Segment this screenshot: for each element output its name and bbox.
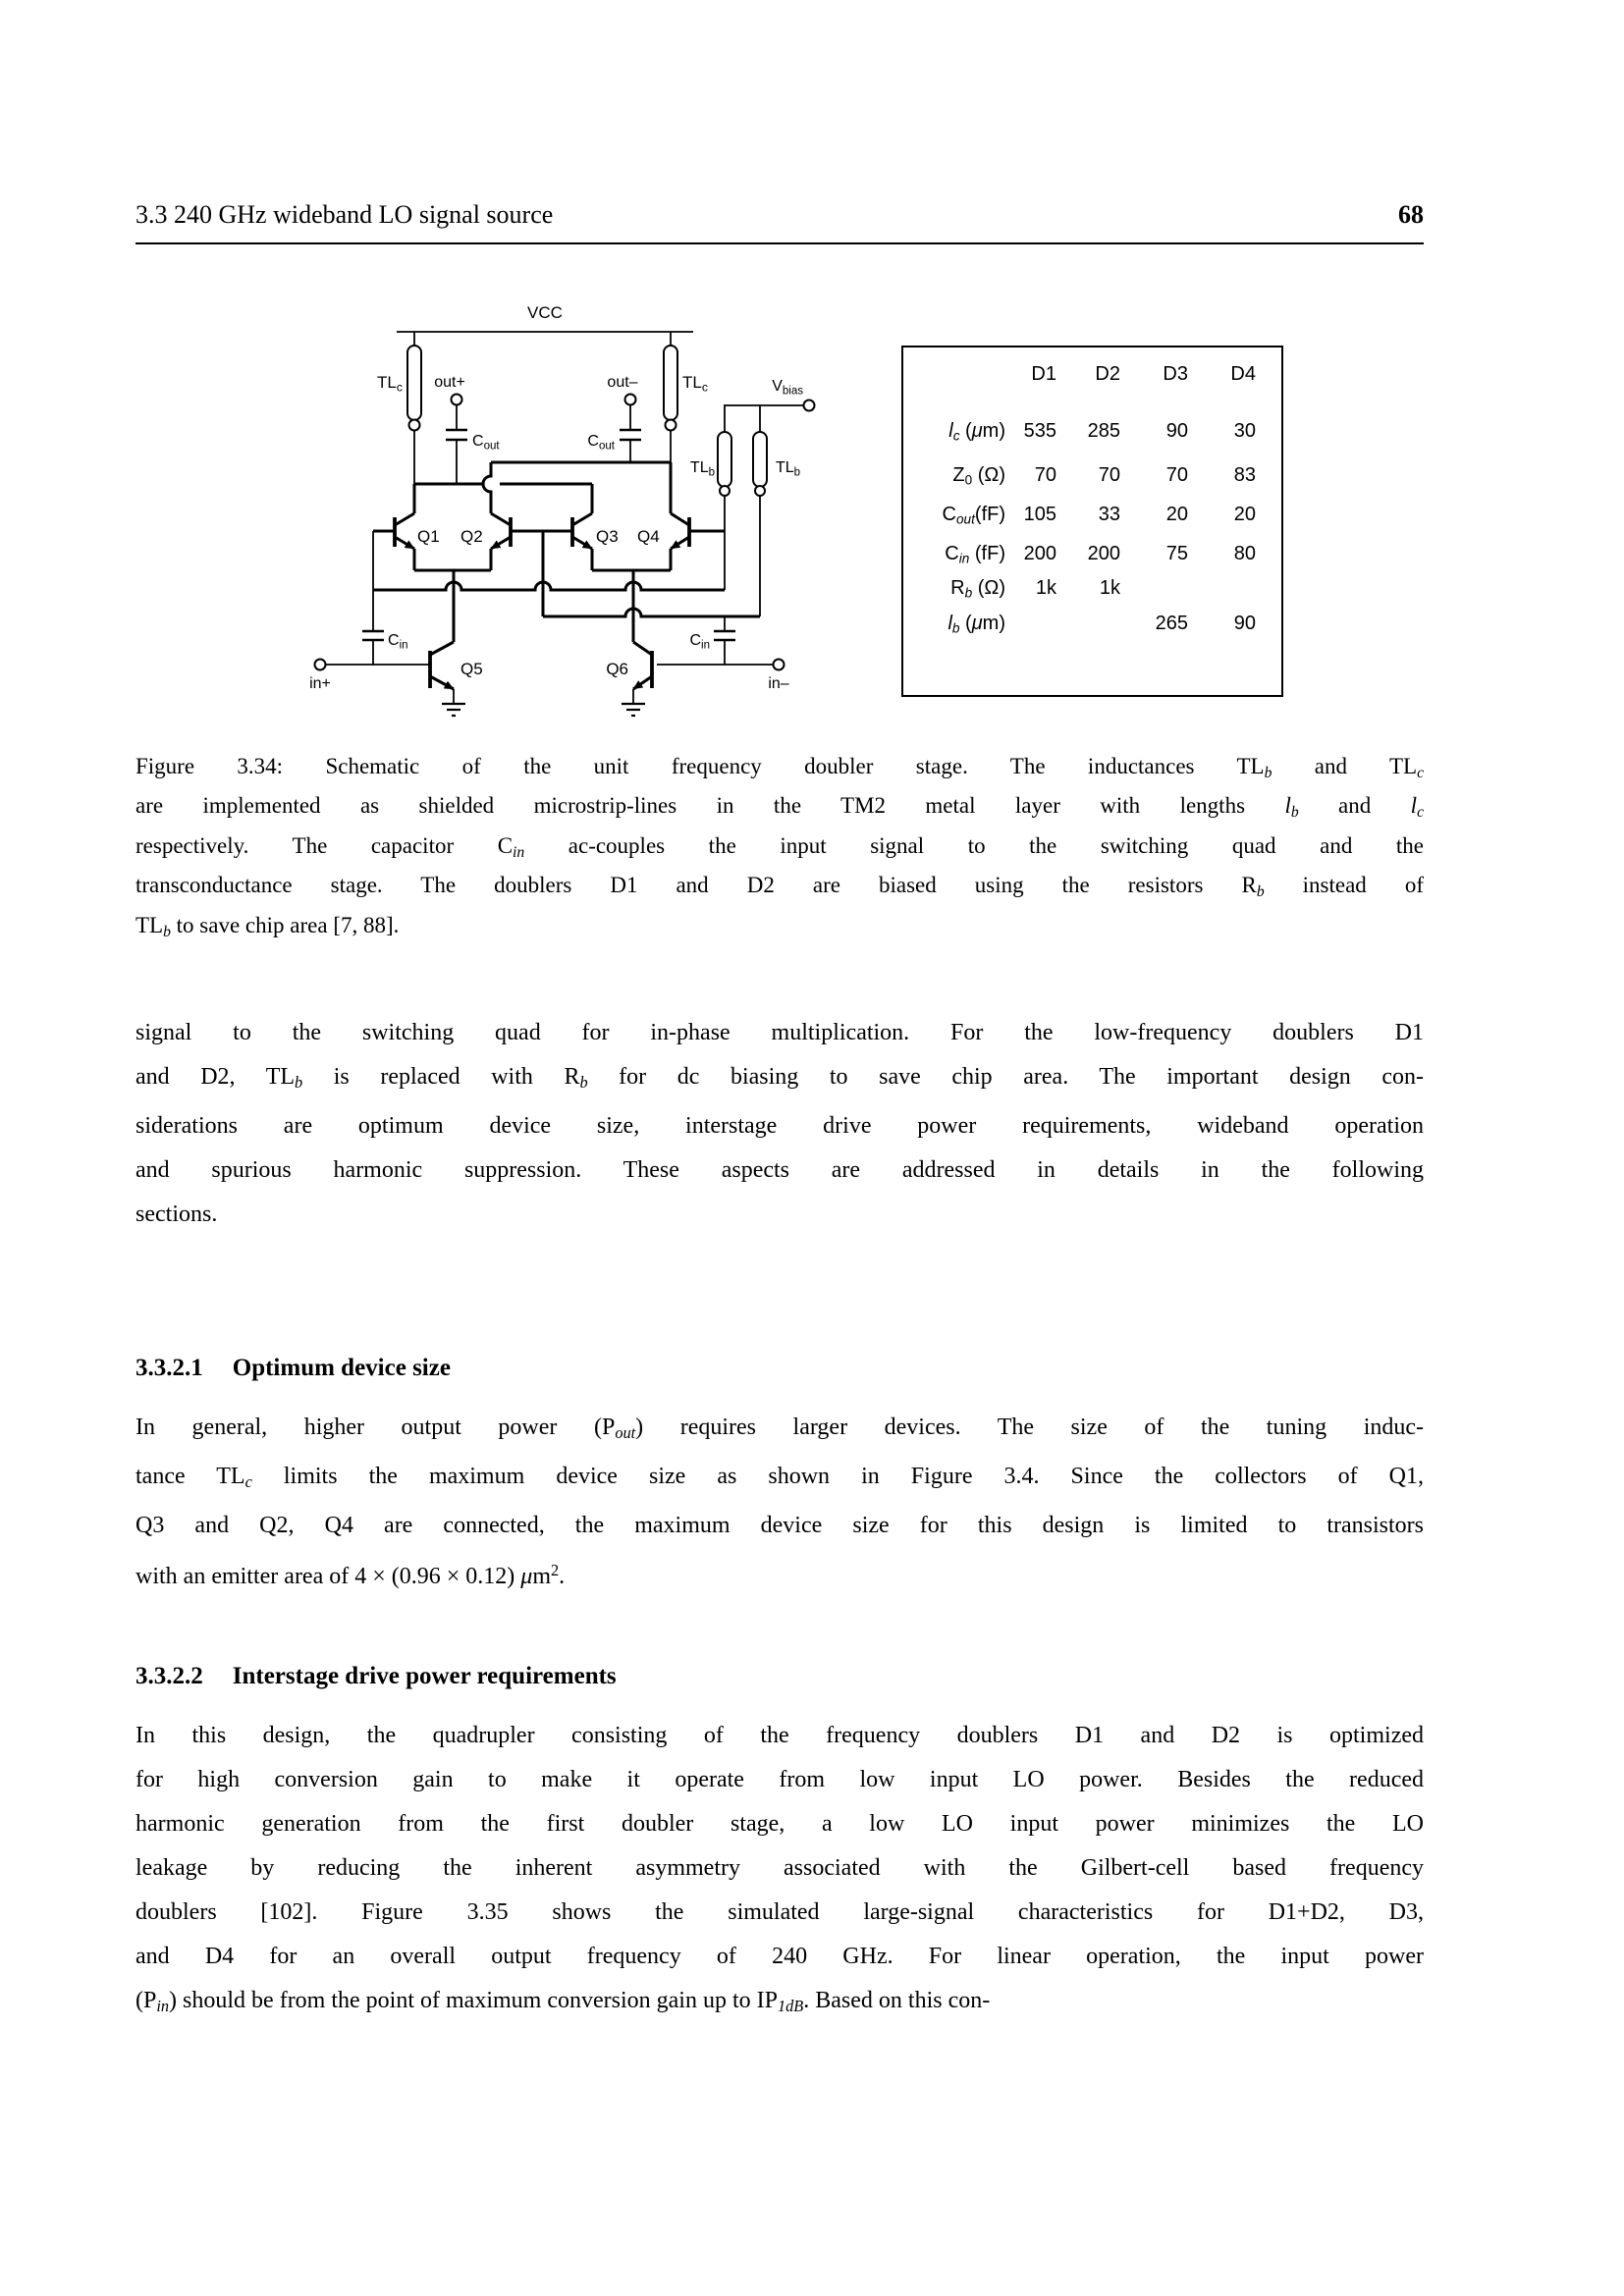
cell: 90 [1165,420,1188,442]
cell: 20 [1233,504,1256,525]
out-plus-label: out+ [434,374,465,391]
ground-symbols [442,704,645,716]
cell: 90 [1233,613,1256,634]
cell [1120,577,1188,605]
col-header-d4: D4 [1230,363,1256,385]
row-label-z0: Z0 (Ω) [952,464,1005,488]
figure-caption: Figure 3.34: Schematic of the unit frequency doubler stage. The inductances TLb and TLc are implemented as shielded microstrip-lines in the TM2 metal layer with lengths lb and lc respectively. The capacitor Cin ac-couples the input signal to the switching quad and the transconductance stage. The doublers D1 and D2 are biased using the resistors Rb instead of TLb to save chip area [7, 88]. [135,754,1424,940]
vcc-label: VCC [527,303,563,322]
page-number: 68 [1398,200,1424,229]
cin-right-label: $C_{in}$ [689,632,710,652]
row-label-cin: Cin (fF) [945,543,1005,566]
parameter-table [901,346,1283,697]
row-label-lb: lb (μm) [947,613,1005,636]
cell: 70 [1034,464,1056,486]
row-label-cout: Cout(fF) [942,504,1005,527]
cell: 20 [1165,504,1188,525]
cell: 1k [1035,577,1056,599]
table-row [903,613,1281,640]
col-header-d3: D3 [1163,363,1188,385]
table-row [903,464,1281,492]
section-heading-3322 [135,1663,617,1690]
out-minus-label: out– [607,374,638,391]
table-row [903,577,1281,605]
body-paragraph: In this design, the quadrupler consisting of the frequency doublers D1 and D2 is optimized for high conversion gain to make it operate from low input LO power. Besides the reduced harmonic generation from the first doubler stage, a low LO input power minimizes the LO leakage by reducing the inherent asymmetry associated with the Gilbert-cell based frequency doublers [102]. Figure 3.35 shows the simulated large-signal characteristics for D1+D2, D3, and D4 for an overall output frequency of 240 GHz. For linear operation, the input power (Pin) should be from the point of maximum conversion gain up to IP1dB. Based on this con- [135,1723,1424,2016]
q5-label: Q5 [460,660,483,678]
q6-label: Q6 [606,660,628,678]
table-row [903,543,1281,570]
cell: 70 [1098,464,1120,486]
col-header-d2: D2 [1095,363,1120,385]
section-title: Interstage drive power requirements [232,1663,617,1689]
cell: 70 [1165,464,1188,486]
q3-label: Q3 [596,527,619,546]
cin-left-label: $C_{in}$ [388,632,408,652]
cell: 265 [1155,613,1188,634]
q2-label: Q2 [460,527,483,546]
in-plus-label: in+ [309,675,331,692]
table-header-row [903,363,1281,391]
cell: 200 [1087,543,1120,564]
in-minus-label: in– [768,675,789,692]
cell [1188,577,1256,605]
section-title: Optimum device size [232,1355,451,1381]
header-rule [135,242,1424,244]
col-header-d1: D1 [1031,363,1056,385]
body-paragraph: signal to the switching quad for in-phase multiplication. For the low-frequency doublers D1 and D2, TLb is replaced with Rb for dc biasing to save chip area. The important design con- siderations are optimum device size, interstage drive power requirements, wideband operation and spurious harmonic suppression. These aspects are addressed in details in the following sections. [135,1020,1425,1228]
cout-right-label: $C_{out}$ [587,433,615,453]
cell: 535 [1023,420,1056,442]
tlc-left-label: $TL_c$ [377,373,403,395]
cell: 75 [1165,543,1188,564]
q1-label: Q1 [417,527,440,546]
section-number: 3.3.2.2 [135,1663,203,1689]
row-label-rb: Rb (Ω) [950,577,1005,601]
cell: 105 [1023,504,1056,525]
cell: 30 [1233,420,1256,442]
vbias-label: $V_{bias}$ [772,378,803,398]
cell: 33 [1098,504,1120,525]
table-row [903,420,1281,448]
cell: 83 [1233,464,1256,486]
doubler-schematic [218,285,827,736]
transmission-line-symbols [407,346,767,487]
cell: 80 [1233,543,1256,564]
section-number: 3.3.2.1 [135,1355,203,1381]
cell: 285 [1087,420,1120,442]
section-heading-3321 [135,1355,451,1382]
cell: 1k [1099,577,1120,599]
row-label-lc: lc (μm) [948,420,1005,444]
tlc-right-label: $TL_c$ [682,373,708,395]
cell: 200 [1023,543,1056,564]
table-row [903,504,1281,531]
tlb-left-label: $TL_b$ [689,459,715,479]
body-paragraph: In general, higher output power (Pout) requires larger devices. The size of the tuning induc- tance TLc limits the maximum device size as shown in Figure 3.4. Since the collectors of Q1, Q3 and Q2, Q4 are connected, the maximum device size for this design is limited to transistors with an emitter area of 4 × (0.96 × 0.12) $\mu m^2$. [135,1415,1425,1590]
q4-label: Q4 [637,527,660,546]
tlb-right-label: $TL_b$ [776,459,801,479]
cout-left-label: $C_{out}$ [472,433,500,453]
running-header-title: 3.3 240 GHz wideband LO signal source [135,200,554,229]
cell [1005,613,1056,640]
cell [1056,613,1120,640]
